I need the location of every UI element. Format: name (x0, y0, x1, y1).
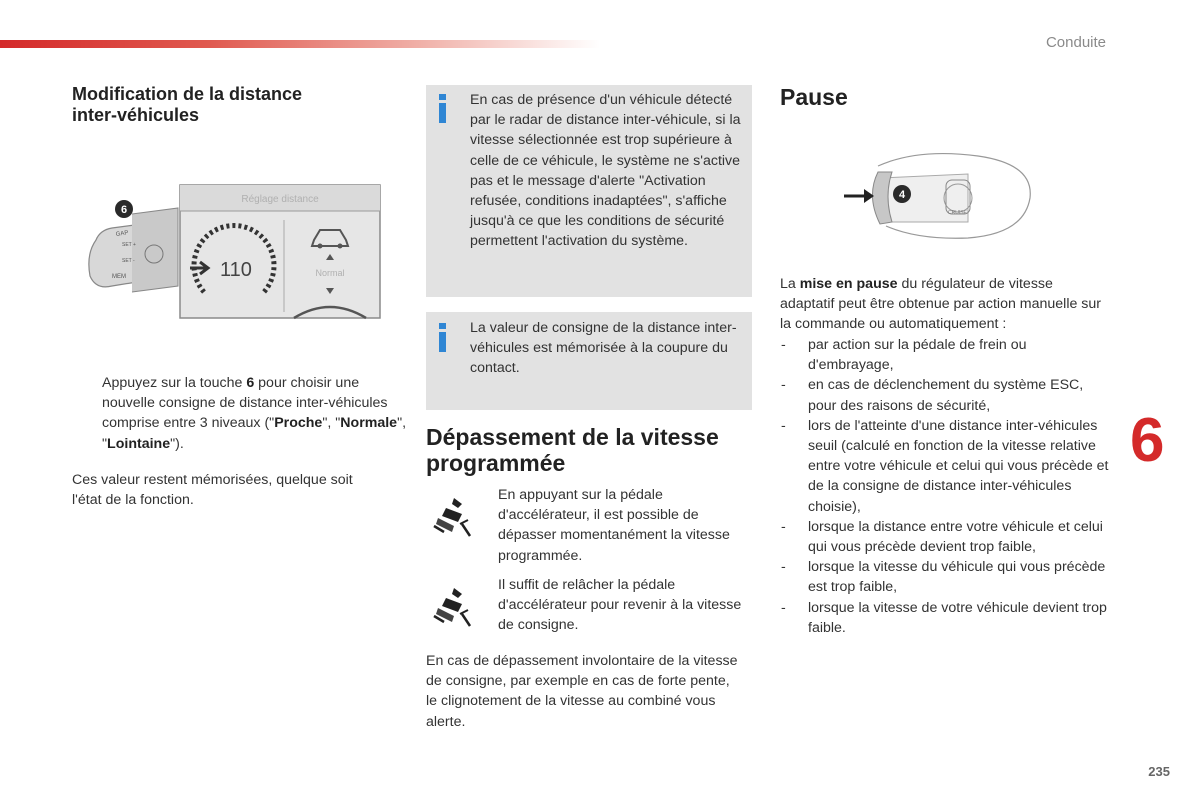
list-marker: - (781, 559, 786, 576)
lever-label-set-minus: SET - (122, 258, 135, 264)
bullet-text-2: pour choisir une nouvelle consigne de distance inter-véhicules comprise entre 3 niveaux (" (102, 375, 388, 432)
overspeed-title-line2: programmée (426, 450, 566, 476)
col1-heading (72, 84, 402, 126)
screen-mode: Normal (315, 268, 345, 278)
display-screen (180, 185, 380, 318)
list-marker: - (781, 417, 786, 434)
list-item-text: lorsque la distance entre votre véhicule et celui qui vous précède devient trop faible, (808, 518, 1103, 556)
list-item-text: lorsque la vitesse de votre véhicule devient trop faible. (808, 599, 1107, 636)
pause-intro-post: du régulateur de vitesse adaptatif peut être obtenue par action manuelle sur la commande ou automatiquement : (780, 276, 1102, 333)
col1-note: Ces valeur restent mémorisées, quelque soit l'état de la fonction. (72, 472, 353, 509)
info-box-radar-text: En cas de présence d'un véhicule détecté par le radar de distance inter-véhicule, si la vitesse sélectionnée est trop supérieure à celle de ce véhicule, le système ne s'active pas et le message d'alerte "Activation refusée, conditions inadaptées", s'affiche jusqu'à ce que les conditions de sécurité permettent l'activation du système. (470, 92, 741, 250)
overspeed-title-line1: Dépassement de la vitesse (426, 424, 719, 450)
list-item (780, 375, 1110, 415)
list-item (780, 416, 1110, 517)
pause-intro (780, 274, 1110, 335)
badge-4-label: 4 (898, 189, 906, 201)
list-marker: - (781, 518, 786, 535)
pause-figure (838, 142, 1038, 242)
list-item-text: par action sur la pédale de frein ou d'embrayage, (808, 337, 1027, 374)
pause-intro-bold: mise en pause (799, 276, 898, 292)
pause-title: Pause (780, 84, 848, 110)
list-item-text: lors de l'atteinte d'une distance inter-véhicules seuil (calculé en fonction de la vitesse relative entre votre véhicule et celui qui vous précède et de la consigne de distance inter-véhicules choisie), (808, 417, 1109, 515)
header-accent-bar (0, 40, 600, 48)
pedal-release-text: Il suffit de relâcher la pédale d'accélérateur pour revenir à la vitesse de consigne. (498, 577, 742, 634)
lever-label-set-plus: SET + (122, 242, 136, 248)
section-name: Conduite (1045, 34, 1106, 51)
col1-title-line2: inter-véhicules (72, 105, 200, 125)
list-item (780, 335, 1110, 375)
list-item-text: lorsque la vitesse du véhicule qui vous précède est trop faible, (808, 559, 1106, 596)
bullet-text-end: "). (170, 435, 184, 452)
bullet-option-2: Normale (340, 415, 398, 432)
pause-intro-pre: La (780, 276, 800, 292)
bullet-text-1: Appuyez sur la touche (102, 375, 247, 391)
list-item (780, 557, 1110, 597)
distance-bullet (72, 373, 412, 454)
list-marker: - (781, 599, 786, 616)
pedal-press-text: En appuyant sur la pédale d'accélérateur, il est possible de dépasser momentanément la vitesse programmée. (498, 487, 730, 564)
distance-adjust-figure (82, 184, 382, 320)
page-number: 235 (1148, 764, 1170, 779)
lever-label-gap: GAP (115, 230, 129, 238)
bullet-sep-2: ", " (102, 415, 407, 452)
badge-6-label: 6 (120, 204, 128, 216)
info-box-memory-text: La valeur de consigne de la distance inter-véhicules est mémorisée à la coupure du contact. (470, 320, 737, 377)
bullet-option-1: Proche (274, 415, 323, 432)
list-marker: - (781, 377, 786, 394)
bullet-sep-1: ", " (322, 415, 341, 432)
accelerator-release-icon (432, 586, 476, 630)
screen-title: Réglage distance (241, 194, 319, 205)
list-marker: - (781, 337, 786, 353)
screen-speed: 110 (220, 259, 252, 281)
bullet-key: 6 (246, 375, 255, 391)
pause-conditions-list (780, 335, 1110, 638)
pause-lever-label: CRUISE (948, 210, 967, 216)
bullet-option-3: Lointaine (107, 435, 171, 452)
list-item (780, 517, 1110, 557)
info-box-radar (426, 85, 752, 297)
list-item (780, 598, 1110, 638)
distance-figure-svg (82, 184, 382, 320)
overspeed-heading (426, 424, 756, 476)
info-box-memory (426, 312, 752, 410)
overspeed-paragraph: En cas de dépassement involontaire de la vitesse de consigne, par exemple en cas de forte pente, le clignotement de la vitesse au combiné vous alerte. (426, 653, 738, 730)
accelerator-pedal-icon (432, 496, 476, 540)
chapter-number: 6 (1130, 406, 1165, 475)
list-item-text: en cas de déclenchement du système ESC, pour des raisons de sécurité, (808, 377, 1084, 414)
lever-label-mem: MEM (112, 274, 126, 280)
lever-illustration (89, 200, 178, 292)
col1-title-line1: Modification de la distance (72, 84, 303, 104)
